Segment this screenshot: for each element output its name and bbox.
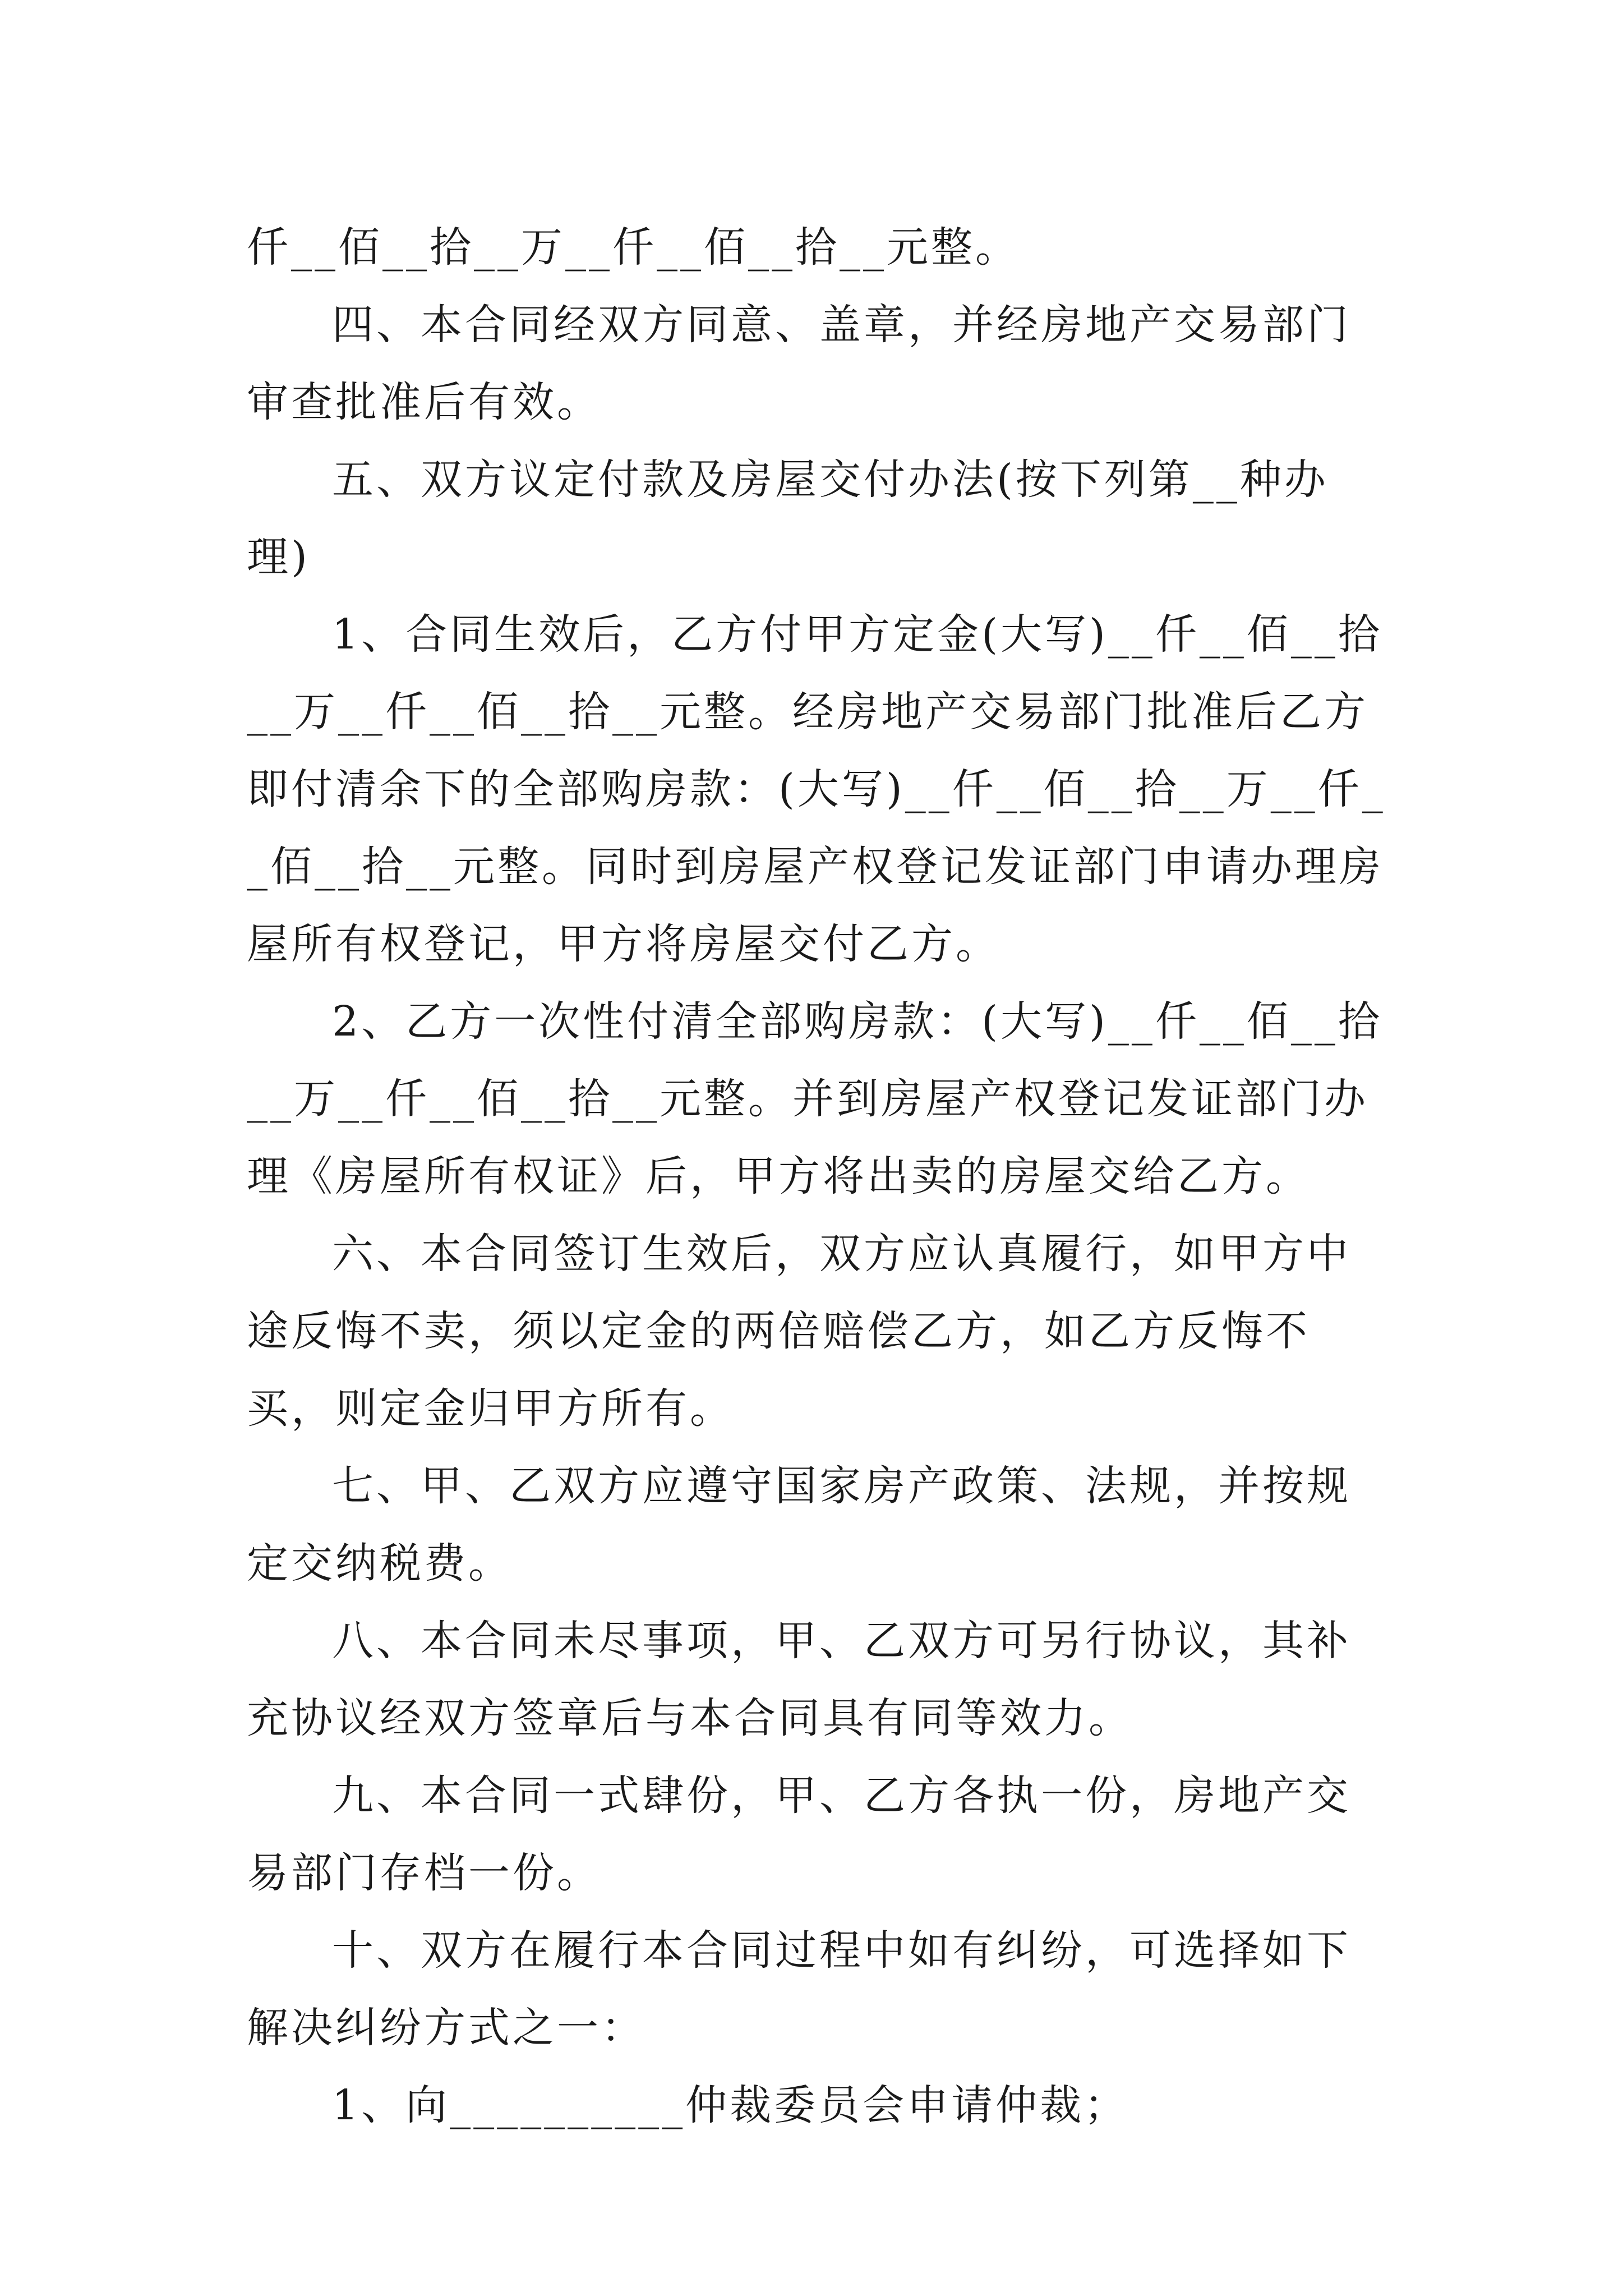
paragraph-clause-8: 八、本合同未尽事项，甲、乙双方可另行协议，其补充协议经双方签章后与本合同具有同等效力。	[247, 1617, 1351, 1742]
paragraph-clause-5-option-2: 2、乙方一次性付清全部购房款：(大写)__仟__佰__拾__万__仟__佰__拾__元整。并到房屋产权登记发证部门办理《房屋所有权证》后，甲方将出卖的房屋交给乙方。	[247, 997, 1382, 1200]
paragraph-clause-9: 九、本合同一式肆份，甲、乙方各执一份，房地产交易部门存档一份。	[247, 1772, 1351, 1897]
paragraph-clause-6: 六、本合同签订生效后，双方应认真履行，如甲方中途反悔不卖，须以定金的两倍赔偿乙方，如乙方反悔不买，则定金归甲方所有。	[247, 1230, 1351, 1433]
paragraph-clause-5-option-1: 1、合同生效后，乙方付甲方定金(大写)__仟__佰__拾__万__仟__佰__拾__元整。经房地产交易部门批准后乙方即付清余下的全部购房款：(大写)__仟__佰__拾__万__仟__佰__拾__元整。同时到房屋产权登记发证部门申请办理房屋所有权登记，甲方将房屋交付乙方。	[247, 610, 1386, 968]
paragraph-clause-5: 五、双方议定付款及房屋交付办法(按下列第__种办理)	[247, 455, 1329, 581]
paragraph-clause-4: 四、本合同经双方同意、盖章，并经房地产交易部门审查批准后有效。	[247, 301, 1351, 426]
document-body	[247, 209, 1391, 2144]
paragraph-amount-continuation: 仟__佰__拾__万__仟__佰__拾__元整。	[247, 223, 1020, 272]
paragraph-clause-10-option-1: 1、向__________仲裁委员会申请仲裁；	[332, 2081, 1129, 2129]
paragraph-clause-10: 十、双方在履行本合同过程中如有纠纷，可选择如下解决纠纷方式之一：	[247, 1926, 1351, 2052]
paragraph-clause-7: 七、甲、乙双方应遵守国家房产政策、法规，并按规定交纳税费。	[247, 1462, 1351, 1588]
